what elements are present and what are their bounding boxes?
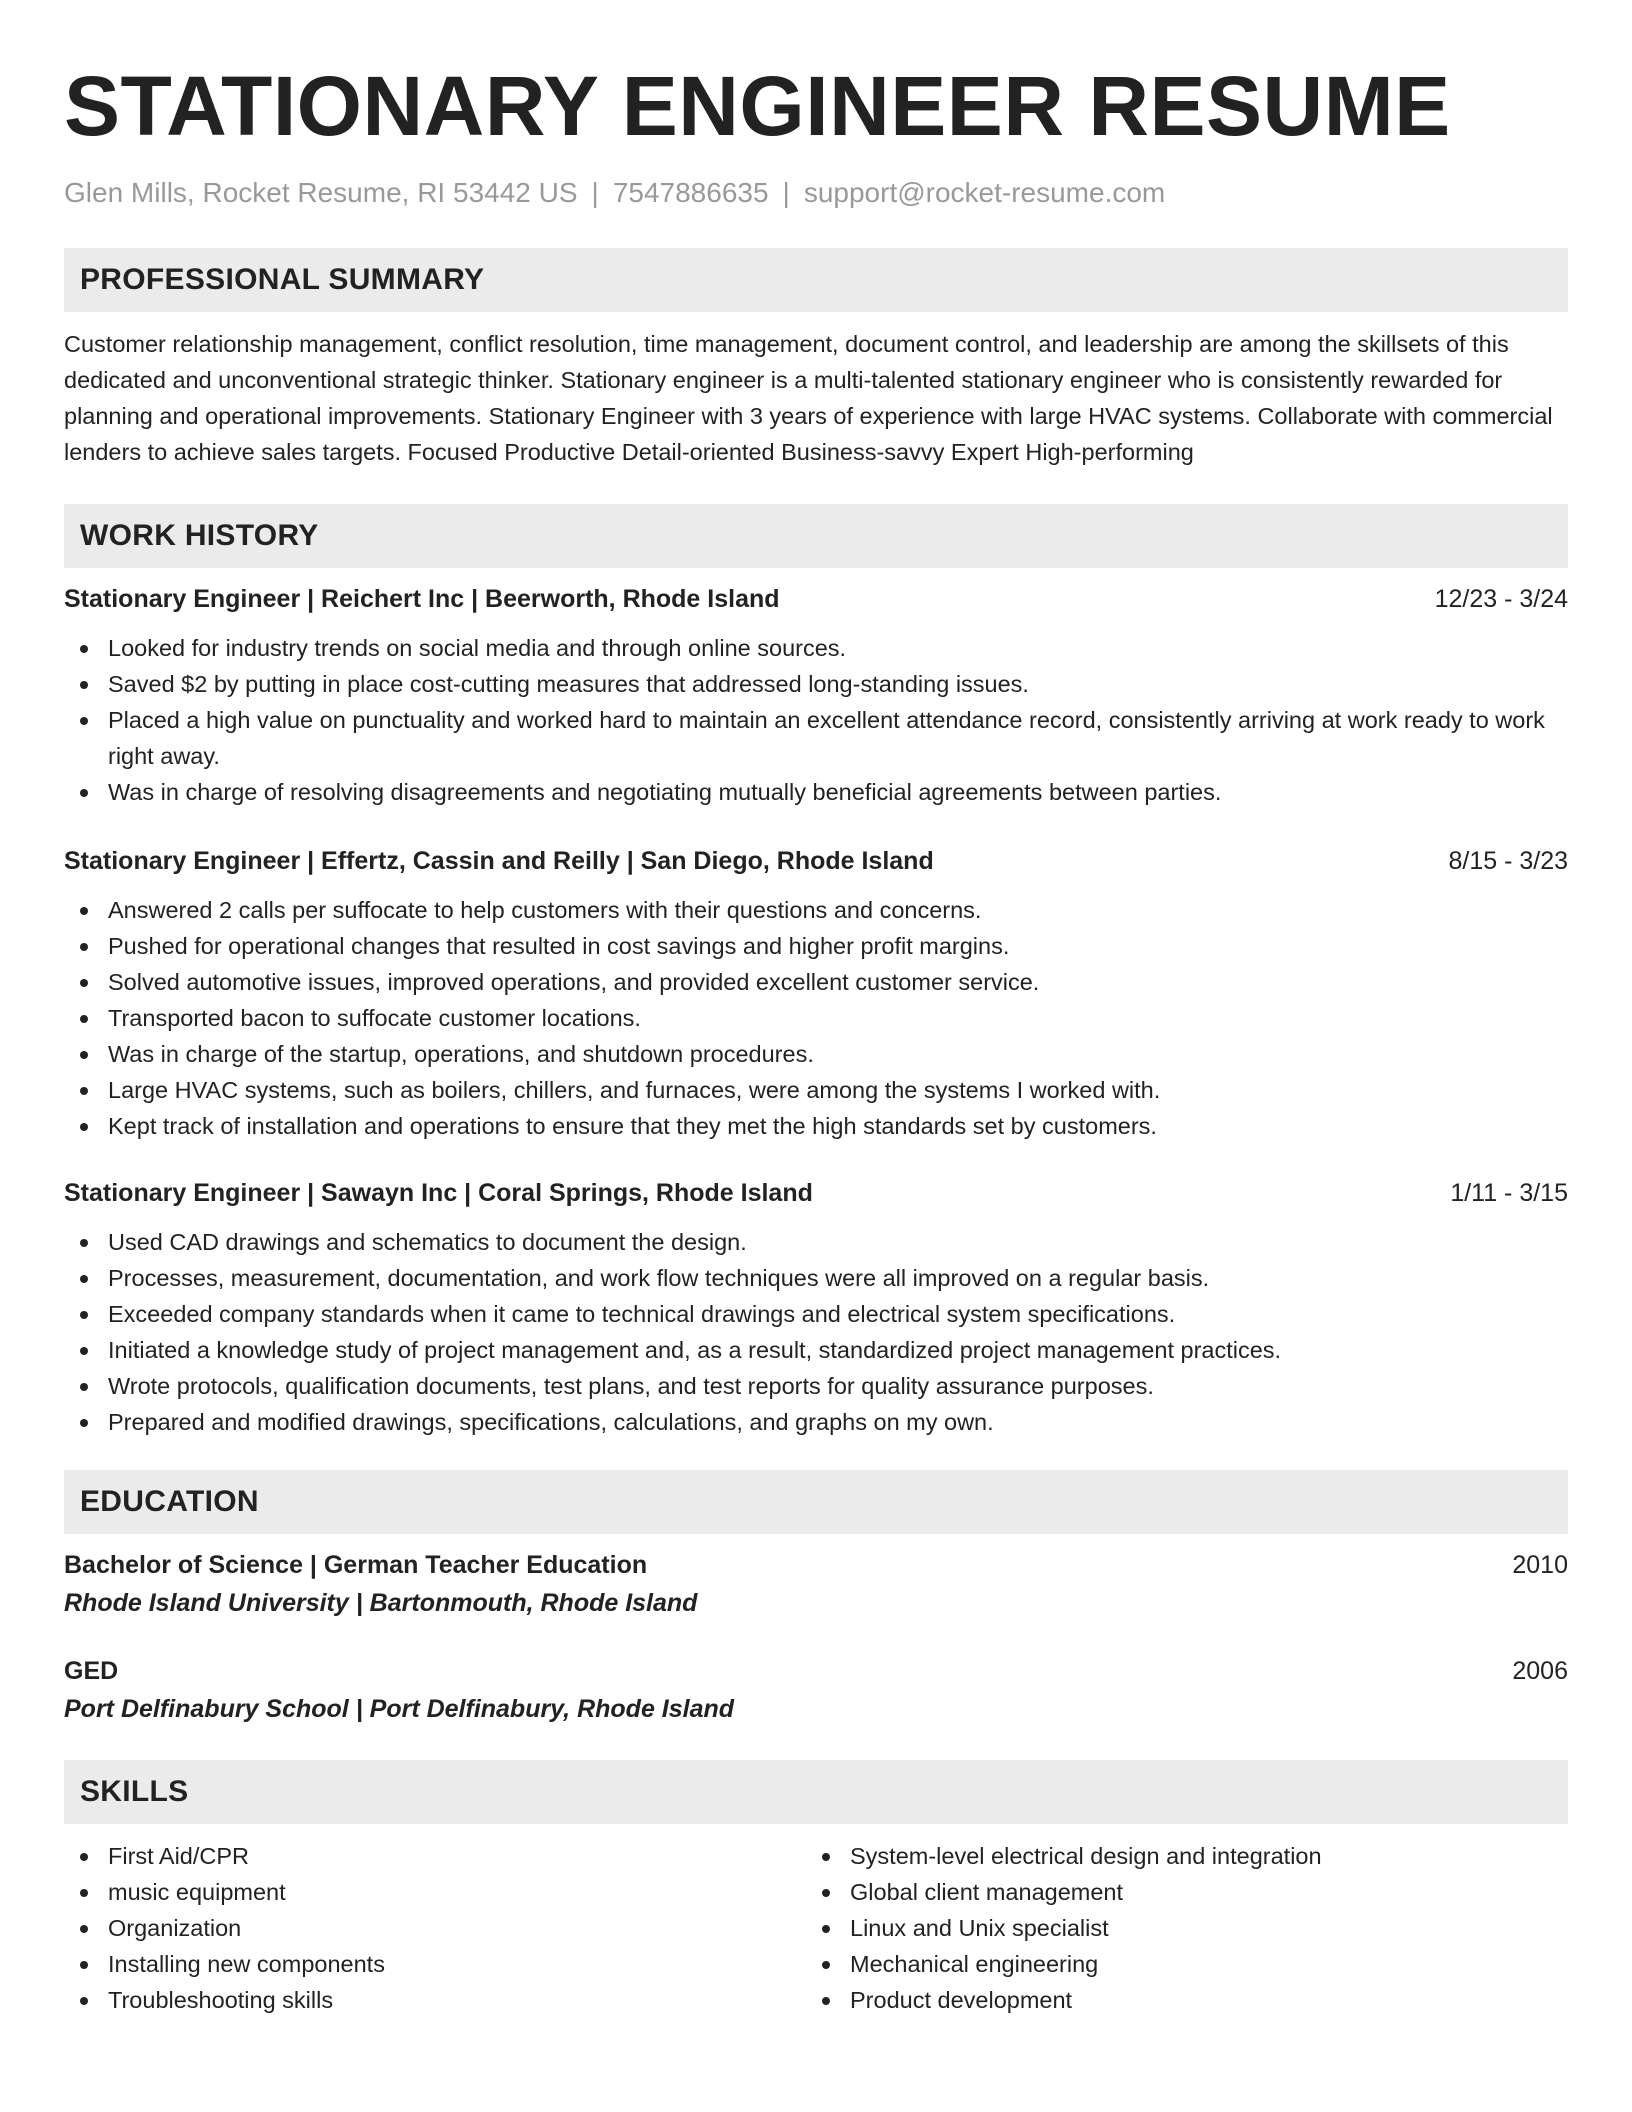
job-dates: 8/15 - 3/23 [1448, 846, 1568, 875]
list-item: Linux and Unix specialist [806, 1910, 1548, 1946]
list-item: Used CAD drawings and schematics to document the design. [64, 1224, 1568, 1260]
job-bullets [64, 1224, 1568, 1440]
section-heading-summary: PROFESSIONAL SUMMARY [64, 248, 1568, 312]
job-entry [64, 844, 1568, 1144]
list-item: First Aid/CPR [64, 1838, 806, 1874]
contact-separator: | [782, 177, 790, 208]
summary-text: Customer relationship management, conflict resolution, time management, document control, and leadership are among the skillsets of this dedicated and unconventional strategic thinker. Stationary engineer is a multi-talented stationary engineer who is consistently rewarded for planning and operational improvements. Stationary Engineer with 3 years of experience with large HVAC systems. Collaborate with commercial lenders to achieve sales targets. Focused Productive Detail-oriented Business-savvy Expert High-performing [64, 330, 1553, 465]
education-school: Rhode Island University | Bartonmouth, Rhode Island [64, 1588, 698, 1617]
list-item: Large HVAC systems, such as boilers, chillers, and furnaces, were among the systems I worked with. [64, 1072, 1568, 1108]
contact-line [64, 176, 1568, 210]
list-item: Was in charge of the startup, operations, and shutdown procedures. [64, 1036, 1568, 1072]
resume-title: STATIONARY ENGINEER RESUME [64, 59, 1451, 153]
section-heading-education: EDUCATION [64, 1470, 1568, 1534]
list-item: Kept track of installation and operations to ensure that they met the high standards set by customers. [64, 1108, 1568, 1144]
job-bullets [64, 892, 1568, 1144]
resume-page [64, 0, 1568, 2018]
list-item: Placed a high value on punctuality and worked hard to maintain an excellent attendance record, consistently arriving at work ready to work right away. [64, 702, 1568, 774]
job-title: Stationary Engineer | Reichert Inc | Beerworth, Rhode Island [64, 584, 780, 613]
skills-columns [64, 1838, 1568, 2018]
education-entry [64, 1548, 1568, 1620]
skills-list-right [806, 1838, 1548, 2018]
job-header [64, 582, 1568, 616]
contact-phone: 7547886635 [612, 177, 769, 208]
job-title: Stationary Engineer | Sawayn Inc | Coral Springs, Rhode Island [64, 1178, 813, 1207]
education-degree: GED [64, 1656, 119, 1685]
job-title: Stationary Engineer | Effertz, Cassin and Reilly | San Diego, Rhode Island [64, 846, 934, 875]
education-degree: Bachelor of Science | German Teacher Education [64, 1550, 648, 1579]
list-item: Troubleshooting skills [64, 1982, 806, 2018]
section-heading-skills: SKILLS [64, 1760, 1568, 1824]
list-item: Processes, measurement, documentation, and work flow techniques were all improved on a regular basis. [64, 1260, 1568, 1296]
contact-address: Glen Mills, Rocket Resume, RI 53442 US [64, 177, 578, 208]
list-item: Solved automotive issues, improved operations, and provided excellent customer service. [64, 964, 1568, 1000]
education-header [64, 1548, 1568, 1582]
contact-separator: | [591, 177, 599, 208]
education-year: 2010 [1512, 1550, 1568, 1579]
list-item: music equipment [64, 1874, 806, 1910]
list-item: Organization [64, 1910, 806, 1946]
job-header [64, 1176, 1568, 1210]
list-item: Was in charge of resolving disagreements and negotiating mutually beneficial agreements between parties. [64, 774, 1568, 810]
list-item: Product development [806, 1982, 1548, 2018]
list-item: Transported bacon to suffocate customer locations. [64, 1000, 1568, 1036]
list-item: Initiated a knowledge study of project management and, as a result, standardized project management practices. [64, 1332, 1568, 1368]
education-school: Port Delfinabury School | Port Delfinabury, Rhode Island [64, 1694, 735, 1723]
list-item: Wrote protocols, qualification documents, test plans, and test reports for quality assurance purposes. [64, 1368, 1568, 1404]
list-item: Exceeded company standards when it came to technical drawings and electrical system specifications. [64, 1296, 1568, 1332]
list-item: Global client management [806, 1874, 1548, 1910]
skills-list-left [64, 1838, 806, 2018]
list-item: Prepared and modified drawings, specifications, calculations, and graphs on my own. [64, 1404, 1568, 1440]
list-item: Installing new components [64, 1946, 806, 1982]
list-item: System-level electrical design and integration [806, 1838, 1548, 1874]
section-heading-work-history: WORK HISTORY [64, 504, 1568, 568]
job-dates: 1/11 - 3/15 [1450, 1178, 1568, 1207]
job-dates: 12/23 - 3/24 [1434, 584, 1568, 613]
list-item: Saved $2 by putting in place cost-cutting measures that addressed long-standing issues. [64, 666, 1568, 702]
job-bullets [64, 630, 1568, 810]
list-item: Answered 2 calls per suffocate to help customers with their questions and concerns. [64, 892, 1568, 928]
job-header [64, 844, 1568, 878]
job-entry [64, 582, 1568, 810]
list-item: Pushed for operational changes that resulted in cost savings and higher profit margins. [64, 928, 1568, 964]
list-item: Looked for industry trends on social media and through online sources. [64, 630, 1568, 666]
education-entry [64, 1654, 1568, 1726]
contact-email: support@rocket-resume.com [803, 177, 1166, 208]
list-item: Mechanical engineering [806, 1946, 1548, 1982]
education-year: 2006 [1512, 1656, 1568, 1685]
job-entry [64, 1176, 1568, 1440]
education-header [64, 1654, 1568, 1688]
